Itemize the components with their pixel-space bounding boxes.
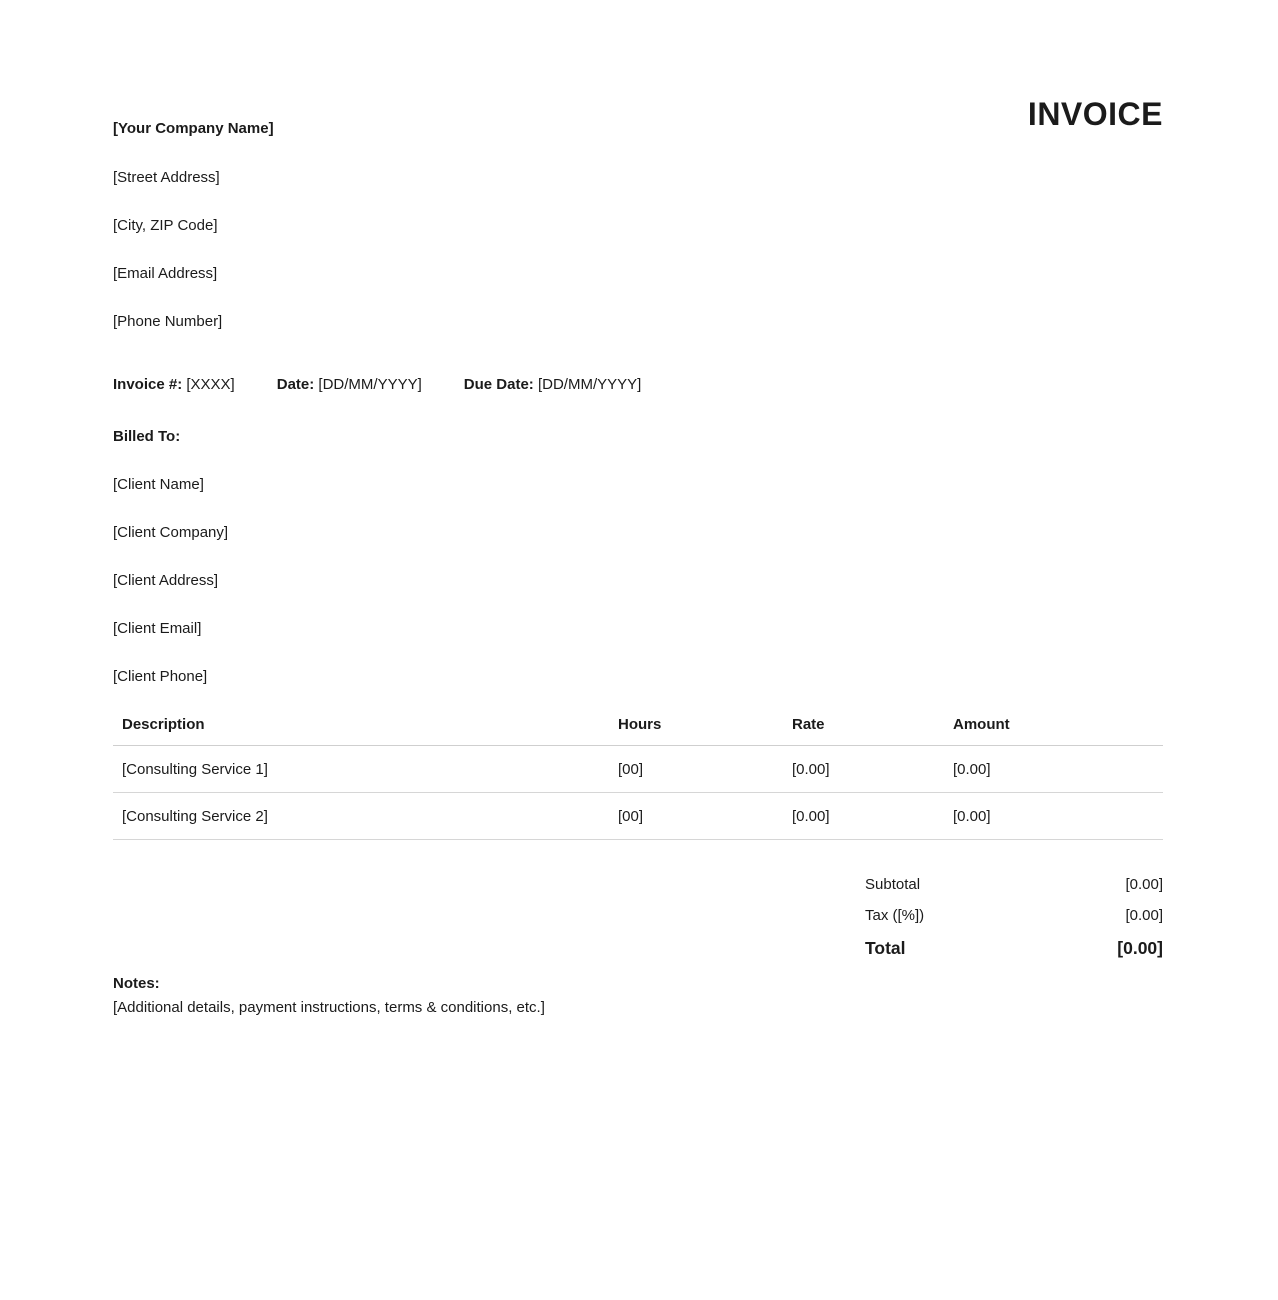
invoice-due-date-value: [DD/MM/YYYY] xyxy=(537,376,642,393)
company-name: [Your Company Name] xyxy=(113,120,274,137)
invoice-date-value: [DD/MM/YYYY] xyxy=(318,376,422,393)
item-hours: [00] xyxy=(618,793,792,840)
company-phone: [Phone Number] xyxy=(113,313,223,330)
notes-text: [Additional details, payment instructions, terms & conditions, etc.] xyxy=(113,999,545,1016)
item-description: [Consulting Service 1] xyxy=(113,746,618,793)
table-row xyxy=(113,793,1163,840)
header xyxy=(113,96,1163,361)
item-rate: [0.00] xyxy=(792,746,953,793)
column-header-hours: Hours xyxy=(618,716,792,746)
subtotal-row xyxy=(865,876,1163,893)
table-row xyxy=(113,746,1163,793)
invoice-number-field xyxy=(113,376,235,393)
item-amount: [0.00] xyxy=(953,793,1163,840)
client-address: [Client Address] xyxy=(113,572,219,589)
column-header-rate: Rate xyxy=(792,716,953,746)
billed-to-label: Billed To: xyxy=(113,428,181,445)
invoice-date-field xyxy=(277,376,422,393)
company-block xyxy=(113,100,274,361)
column-header-amount: Amount xyxy=(953,716,1163,746)
client-company: [Client Company] xyxy=(113,524,229,541)
invoice-due-date-field xyxy=(464,376,642,393)
invoice-number-label: Invoice #: xyxy=(113,376,183,393)
item-amount: [0.00] xyxy=(953,746,1163,793)
total-label: Total xyxy=(865,938,906,958)
total-value: [0.00] xyxy=(1117,938,1163,958)
company-street-address: [Street Address] xyxy=(113,169,220,186)
column-header-description: Description xyxy=(113,716,618,746)
tax-row xyxy=(865,907,1163,924)
item-rate: [0.00] xyxy=(792,793,953,840)
subtotal-value: [0.00] xyxy=(1125,876,1163,893)
line-items-table xyxy=(113,716,1163,840)
item-hours: [00] xyxy=(618,746,792,793)
invoice-due-date-label: Due Date: xyxy=(463,376,534,393)
subtotal-label: Subtotal xyxy=(865,876,921,893)
notes-label: Notes: xyxy=(113,975,160,992)
tax-label: Tax ([%]) xyxy=(865,907,925,924)
invoice-date-label: Date: xyxy=(276,376,315,393)
invoice-number-value: [XXXX] xyxy=(186,376,235,393)
totals-section xyxy=(865,876,1163,958)
item-description: [Consulting Service 2] xyxy=(113,793,618,840)
invoice-meta-row xyxy=(113,376,1163,393)
table-header-row xyxy=(113,716,1163,746)
total-row xyxy=(865,938,1163,958)
tax-value: [0.00] xyxy=(1125,907,1163,924)
client-name: [Client Name] xyxy=(113,476,204,493)
invoice-title: INVOICE xyxy=(1027,96,1163,132)
company-city-zip: [City, ZIP Code] xyxy=(113,217,218,234)
client-phone: [Client Phone] xyxy=(113,668,208,685)
client-email: [Client Email] xyxy=(113,620,202,637)
company-email: [Email Address] xyxy=(113,265,218,282)
